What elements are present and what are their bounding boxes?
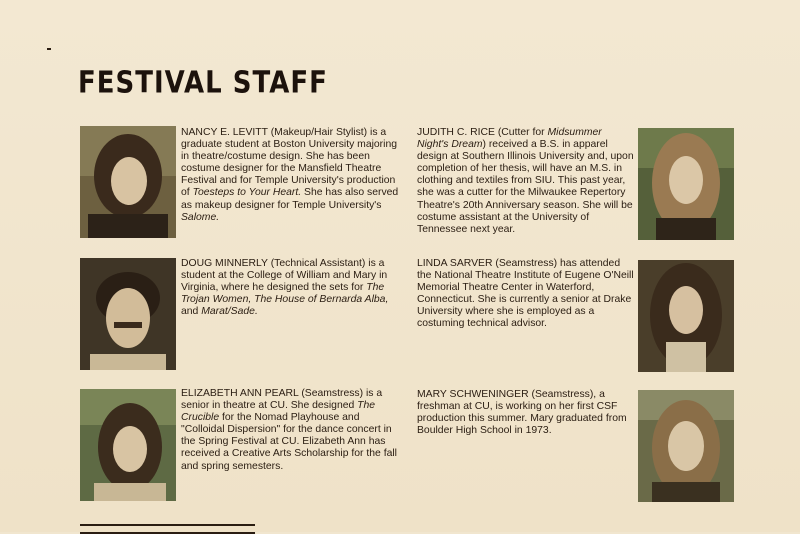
- bio-text: She has also served as makeup designer for Temple University's: [181, 187, 399, 211]
- staff-name: NANCY E. LEVITT: [181, 127, 268, 138]
- staff-role: (Seamstress): [301, 388, 364, 399]
- bio-text: has attended the National Theatre Institute of Eugene O'Neill Memorial Theatre Center in Waterford, Connecticut. She is currently a senior at Drake University where she is employed as a costuming technical advisor.: [417, 258, 634, 330]
- bio-text: ) received a B.S. in apparel design at Southern Illinois University and, upon completion of her thesis, will have an M.S. in clothing and textiles from SIU. This past year, she was a cutter for the Milwaukee Repertory Theatre's 20th Anniversary season. She will be costume assistant at the University of Tennessee next year.: [417, 139, 634, 235]
- bio-text: is a student at the College of William and Mary in Virginia, where he designed the sets for: [181, 258, 388, 294]
- bottom-rule-divider: [80, 524, 255, 534]
- bio-doug: [181, 258, 399, 318]
- portrait-photo-judith: [638, 128, 734, 240]
- staff-name: JUDITH C. RICE: [417, 127, 495, 138]
- staff-role: (Cutter for: [497, 127, 548, 138]
- staff-name: ELIZABETH ANN PEARL: [181, 388, 299, 399]
- staff-role: (Seamstress): [495, 258, 558, 269]
- bio-text: a freshman at CU, is working on her first CSF production this summer. Mary graduated from Boulder High School in 1973.: [417, 389, 627, 437]
- staff-role: (Technical Assistant): [270, 258, 366, 269]
- bio-mary: [417, 389, 634, 437]
- staff-name: MARY SCHWENINGER: [417, 389, 529, 400]
- production-title: Salome.: [181, 211, 220, 223]
- bio-text: is a graduate student at Boston University majoring in theatre/costume design. She has been costume designer for the Mansfield Theatre Festival and for Temple University's production of: [181, 127, 398, 199]
- portrait-photo-elizabeth: [80, 389, 176, 501]
- staff-name: DOUG MINNERLY: [181, 258, 268, 269]
- bio-nancy: [181, 127, 399, 224]
- bio-text: and: [181, 306, 202, 318]
- page-title: FESTIVAL STAFF: [78, 66, 328, 101]
- portrait-photo-doug: [80, 258, 176, 370]
- print-mark: [47, 48, 51, 50]
- portrait-photo-nancy: [80, 126, 176, 238]
- staff-name: LINDA SARVER: [417, 258, 493, 269]
- production-title: The Crucible: [181, 400, 376, 424]
- portrait-photo-linda: [638, 260, 734, 372]
- staff-role: (Makeup/Hair Stylist): [270, 127, 368, 138]
- bio-text: for the Nomad Playhouse and "Colloidal Dispersion" for the dance concert in the Spring Festival at CU. Elizabeth Ann has received a Creative Arts Scholarship for the fall and spring semesters.: [181, 412, 397, 472]
- production-title: The Trojan Women, The House of Bernarda Alba,: [181, 282, 389, 306]
- bio-text: is a senior in theatre at CU. She designed: [181, 388, 383, 412]
- bio-judith: [417, 127, 634, 236]
- production-title: Midsummer Night's Dream: [417, 127, 602, 151]
- production-title: Toesteps to Your Heart.: [192, 187, 302, 199]
- staff-role: (Seamstress),: [531, 389, 597, 400]
- production-title: Marat/Sade.: [201, 306, 258, 318]
- portrait-photo-mary: [638, 390, 734, 502]
- bio-linda: [417, 258, 634, 331]
- bio-elizabeth: [181, 388, 399, 473]
